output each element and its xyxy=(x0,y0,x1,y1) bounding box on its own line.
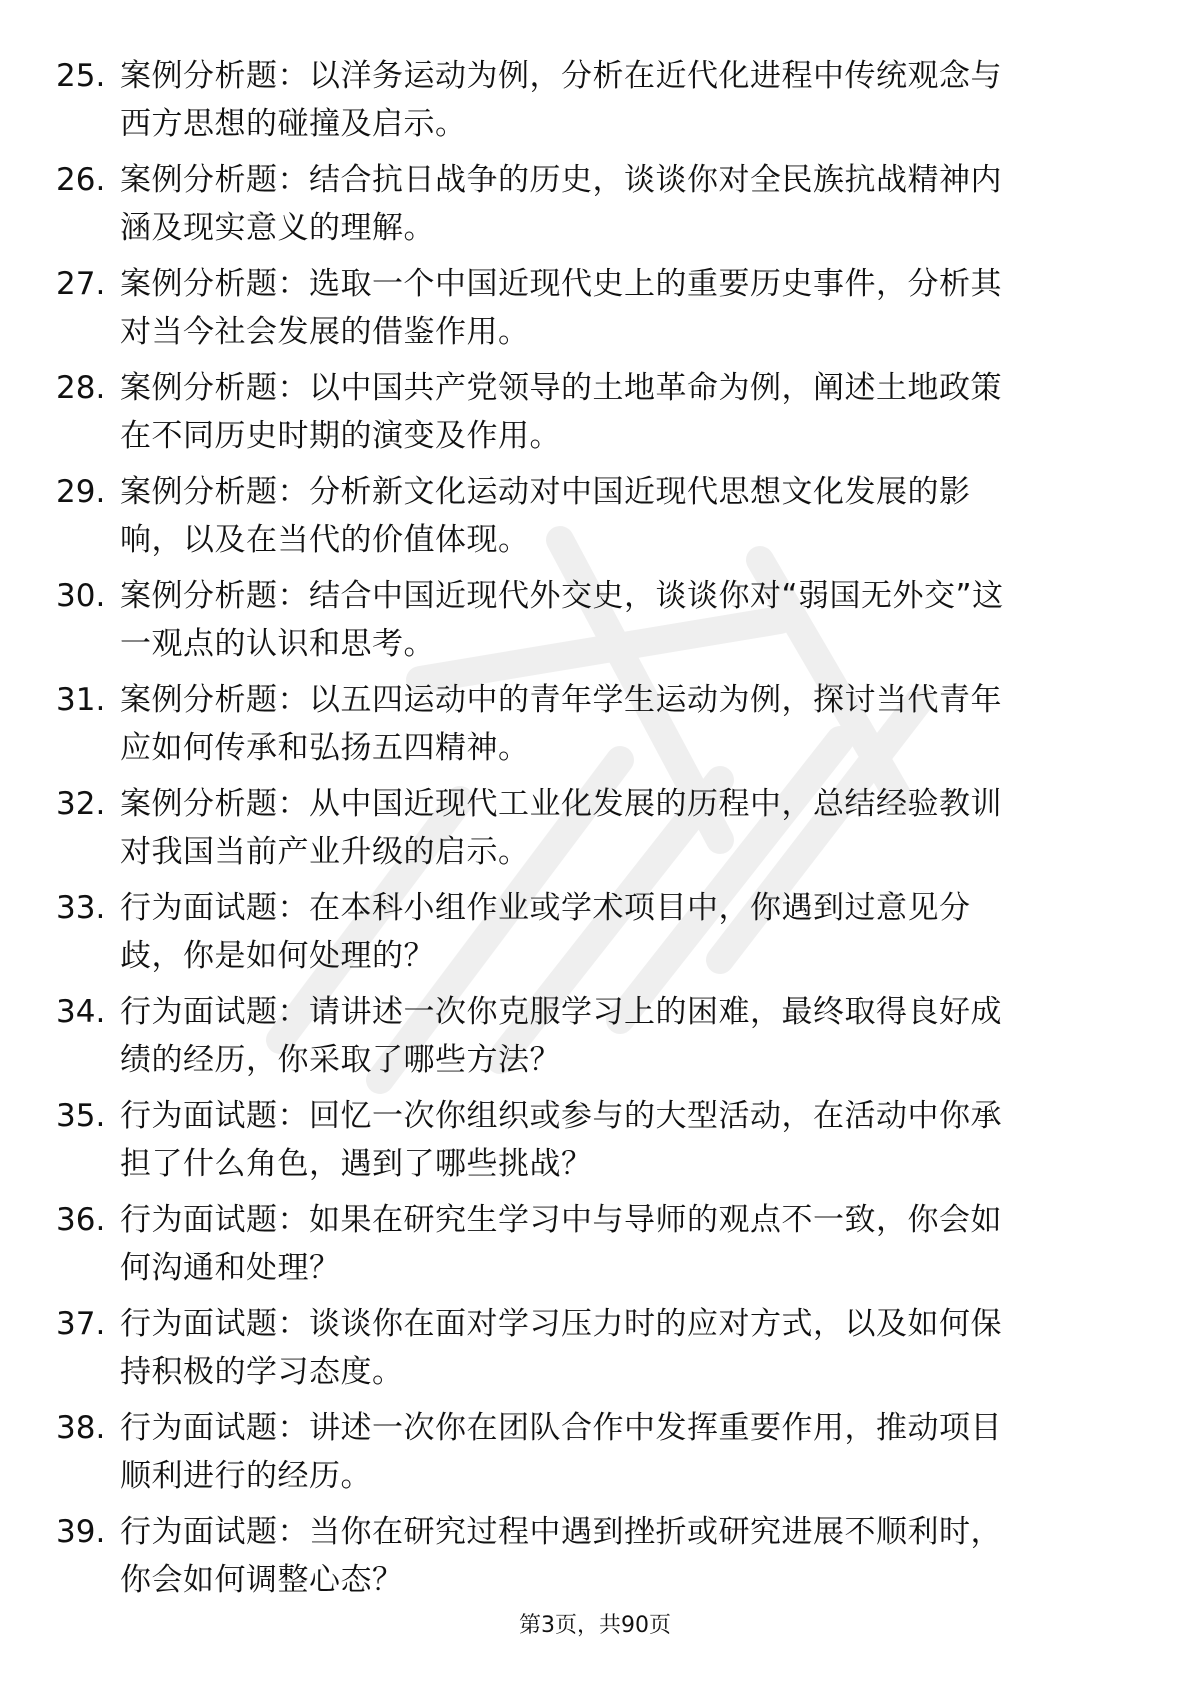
question-text-line-1: 行为面试题：如果在研究生学习中与导师的观点不一致，你会如 xyxy=(120,1202,1002,1238)
question-text-line-2: 对当今社会发展的借鉴作用。 xyxy=(120,314,530,350)
question-text xyxy=(120,1404,1120,1500)
question-text-line-1: 案例分析题：结合中国近现代外交史，谈谈你对“弱国无外交”这 xyxy=(120,578,1004,614)
question-text-line-2: 西方思想的碰撞及启示。 xyxy=(120,106,467,142)
question-text-line-2: 应如何传承和弘扬五四精神。 xyxy=(120,730,530,766)
question-text-line-2: 歧，你是如何处理的？ xyxy=(120,938,435,974)
question-text xyxy=(120,52,1120,148)
list-item xyxy=(56,884,1136,988)
question-number: 26. xyxy=(56,162,106,198)
question-text xyxy=(120,468,1120,564)
question-number: 34. xyxy=(56,994,106,1030)
list-item xyxy=(56,1508,1136,1612)
question-text-line-1: 行为面试题：回忆一次你组织或参与的大型活动，在活动中你承 xyxy=(120,1098,1002,1134)
question-text-line-1: 案例分析题：以五四运动中的青年学生运动为例，探讨当代青年 xyxy=(120,682,1002,718)
question-text xyxy=(120,780,1120,876)
question-text xyxy=(120,884,1120,980)
question-number: 27. xyxy=(56,266,106,302)
list-item xyxy=(56,1404,1136,1508)
question-number: 39. xyxy=(56,1514,106,1550)
question-text-line-1: 案例分析题：选取一个中国近现代史上的重要历史事件，分析其 xyxy=(120,266,1002,302)
question-number: 31. xyxy=(56,682,106,718)
list-item xyxy=(56,1092,1136,1196)
question-list xyxy=(56,52,1136,1612)
list-item xyxy=(56,1196,1136,1300)
question-text-line-1: 案例分析题：以中国共产党领导的土地革命为例，阐述土地政策 xyxy=(120,370,1002,406)
question-text-line-2: 担了什么角色，遇到了哪些挑战？ xyxy=(120,1146,593,1182)
question-text-line-2: 对我国当前产业升级的启示。 xyxy=(120,834,530,870)
question-text-line-2: 持积极的学习态度。 xyxy=(120,1354,404,1390)
question-number: 29. xyxy=(56,474,106,510)
list-item xyxy=(56,572,1136,676)
question-number: 37. xyxy=(56,1306,106,1342)
question-text-line-1: 行为面试题：当你在研究过程中遇到挫折或研究进展不顺利时， xyxy=(120,1514,1002,1550)
list-item xyxy=(56,52,1136,156)
list-item xyxy=(56,364,1136,468)
list-item xyxy=(56,988,1136,1092)
question-text xyxy=(120,156,1120,252)
question-text-line-2: 一观点的认识和思考。 xyxy=(120,626,435,662)
question-text-line-2: 何沟通和处理？ xyxy=(120,1250,341,1286)
list-item xyxy=(56,1300,1136,1404)
question-text xyxy=(120,572,1120,668)
question-number: 38. xyxy=(56,1410,106,1446)
question-text xyxy=(120,1300,1120,1396)
question-text-line-1: 案例分析题：从中国近现代工业化发展的历程中，总结经验教训 xyxy=(120,786,1002,822)
list-item xyxy=(56,260,1136,364)
question-number: 33. xyxy=(56,890,106,926)
question-text-line-1: 案例分析题：分析新文化运动对中国近现代思想文化发展的影 xyxy=(120,474,971,510)
question-text-line-2: 在不同历史时期的演变及作用。 xyxy=(120,418,561,454)
page-footer xyxy=(0,1612,1190,1640)
question-text-line-1: 行为面试题：谈谈你在面对学习压力时的应对方式，以及如何保 xyxy=(120,1306,1002,1342)
question-text-line-1: 行为面试题：请讲述一次你克服学习上的困难，最终取得良好成 xyxy=(120,994,1002,1030)
question-number: 35. xyxy=(56,1098,106,1134)
question-number: 28. xyxy=(56,370,106,406)
question-text-line-2: 你会如何调整心态？ xyxy=(120,1562,404,1598)
page-number-label: 第3页，共90页 xyxy=(519,1613,671,1638)
question-number: 25. xyxy=(56,58,106,94)
question-text xyxy=(120,1092,1120,1188)
question-number: 30. xyxy=(56,578,106,614)
question-text-line-2: 响，以及在当代的价值体现。 xyxy=(120,522,530,558)
list-item xyxy=(56,676,1136,780)
question-text-line-2: 顺利进行的经历。 xyxy=(120,1458,372,1494)
question-number: 36. xyxy=(56,1202,106,1238)
list-item xyxy=(56,780,1136,884)
question-text-line-1: 行为面试题：讲述一次你在团队合作中发挥重要作用，推动项目 xyxy=(120,1410,1002,1446)
question-text-line-1: 案例分析题：以洋务运动为例，分析在近代化进程中传统观念与 xyxy=(120,58,1002,94)
question-text-line-1: 行为面试题：在本科小组作业或学术项目中，你遇到过意见分 xyxy=(120,890,971,926)
question-text xyxy=(120,364,1120,460)
question-text-line-2: 绩的经历，你采取了哪些方法？ xyxy=(120,1042,561,1078)
question-number: 32. xyxy=(56,786,106,822)
list-item xyxy=(56,156,1136,260)
question-text xyxy=(120,1196,1120,1292)
question-text xyxy=(120,676,1120,772)
question-text xyxy=(120,260,1120,356)
question-text xyxy=(120,988,1120,1084)
question-text-line-2: 涵及现实意义的理解。 xyxy=(120,210,435,246)
question-text xyxy=(120,1508,1120,1604)
question-text-line-1: 案例分析题：结合抗日战争的历史，谈谈你对全民族抗战精神内 xyxy=(120,162,1002,198)
list-item xyxy=(56,468,1136,572)
